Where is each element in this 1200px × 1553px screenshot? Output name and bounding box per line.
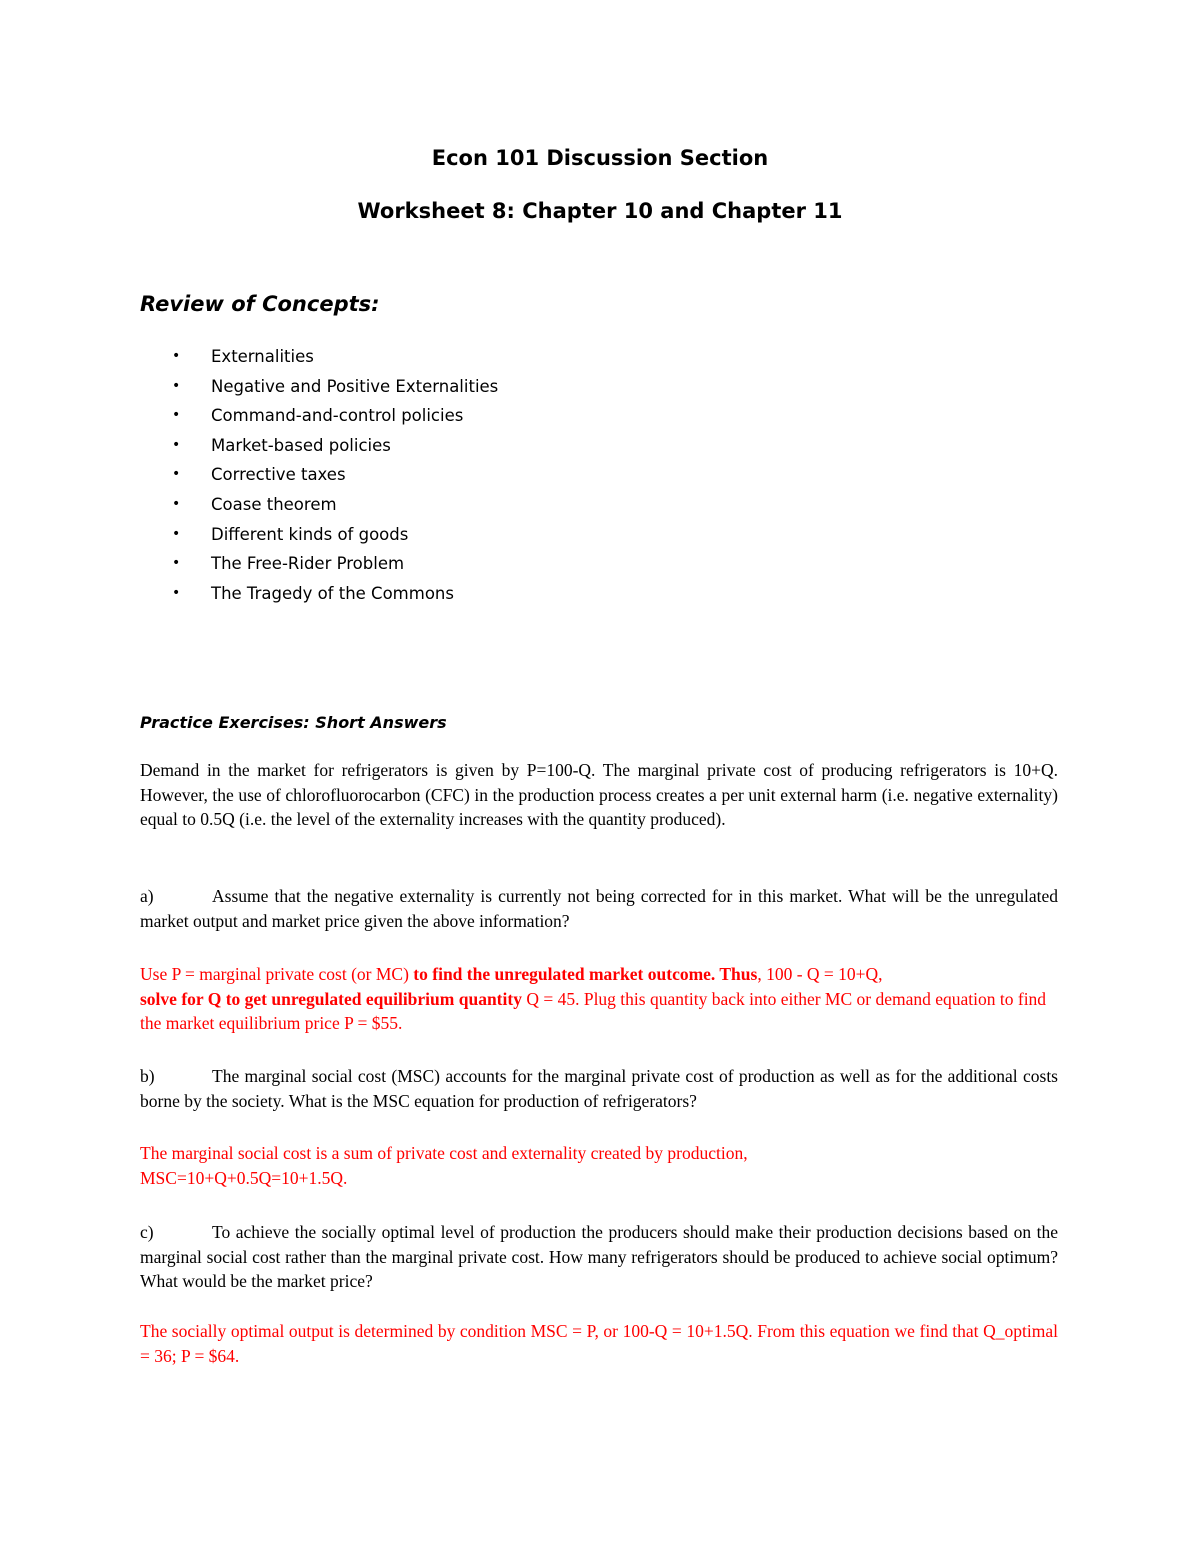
list-item (172, 401, 498, 431)
question-label: c) (140, 1222, 154, 1242)
list-item (172, 490, 498, 520)
answer-emphasis: to find the unregulated market outcome. Thus (413, 964, 758, 984)
answer-text: Q = 45. Plug this quantity back into either MC or demand equation to find the market equilibrium price P = $55. (140, 988, 1047, 1033)
list-item (172, 520, 498, 550)
page-title: Econ 101 Discussion Section (431, 146, 769, 170)
practice-heading: Practice Exercises: Short Answers (140, 713, 447, 732)
page-subtitle: Worksheet 8: Chapter 10 and Chapter 11 (357, 199, 843, 223)
list-item (172, 342, 498, 372)
list-item (172, 431, 498, 461)
list-item (172, 549, 498, 579)
answer-text: MSC=10+Q+0.5Q=10+1.5Q. (140, 1167, 348, 1188)
concept-label: Corrective taxes (211, 465, 346, 485)
question-text: To achieve the socially optimal level of production the producers should make their production decisions based on the marginal social cost rather than the marginal private cost. How many refrigerators should be produced to achieve social optimum? What would be the market price? (140, 1222, 1058, 1291)
review-heading: Review of Concepts: (140, 292, 380, 316)
concept-label: The Tragedy of the Commons (211, 583, 454, 603)
problem-intro: Demand in the market for refrigerators is given by P=100-Q. The marginal private cost of producing refrigerators is 10+Q. However, the use of chlorofluorocarbon (CFC) in the production process creates a per unit external harm (i.e. negative externality) equal to 0.5Q (i.e. the level of the externality increases with the quantity produced). (140, 760, 1058, 829)
answer-b (140, 1141, 1058, 1190)
question-c (140, 1220, 1058, 1294)
question-label: a) (140, 886, 154, 906)
bullet-icon: • (172, 584, 181, 601)
bullet-icon: • (172, 525, 181, 542)
bullet-icon: • (172, 495, 181, 512)
concept-label: Externalities (211, 347, 314, 366)
list-item (172, 460, 498, 490)
bullet-icon: • (172, 348, 181, 364)
concept-label: Negative and Positive Externalities (211, 376, 499, 396)
bullet-icon: • (172, 466, 181, 483)
question-a (140, 884, 1058, 933)
question-label: b) (140, 1066, 155, 1086)
concept-label: Market-based policies (211, 435, 391, 455)
concept-label: The Free-Rider Problem (211, 554, 405, 574)
answer-text: , 100 - Q = 10+Q, (757, 964, 883, 984)
question-b (140, 1064, 1058, 1113)
bullet-icon: • (172, 377, 181, 394)
list-item (172, 372, 498, 402)
question-text: Assume that the negative externality is currently not being corrected for in this market. What will be the unregulated market output and market price given the above information? (140, 886, 1058, 931)
concept-label: Coase theorem (211, 494, 337, 514)
answer-a (140, 962, 1058, 1036)
concept-label: Different kinds of goods (211, 524, 409, 544)
answer-text: Use P = marginal private cost (or MC) (140, 964, 414, 984)
list-item (172, 579, 498, 609)
answer-c: The socially optimal output is determined by condition MSC = P, or 100-Q = 10+1.5Q. From this equation we find that Q_optimal = 36; P = $64. (140, 1321, 1058, 1366)
bullet-icon: • (172, 407, 181, 424)
bullet-icon: • (172, 436, 181, 453)
answer-emphasis: solve for Q to get unregulated equilibrium quantity (140, 988, 522, 1009)
concept-list (172, 342, 498, 608)
concept-label: Command-and-control policies (211, 406, 464, 426)
question-text: The marginal social cost (MSC) accounts for the marginal private cost of production as well as for the additional costs borne by the society. What is the MSC equation for production of refrigerators? (140, 1066, 1058, 1111)
answer-text: The marginal social cost is a sum of private cost and externality created by production, (140, 1143, 748, 1163)
bullet-icon: • (172, 555, 181, 572)
